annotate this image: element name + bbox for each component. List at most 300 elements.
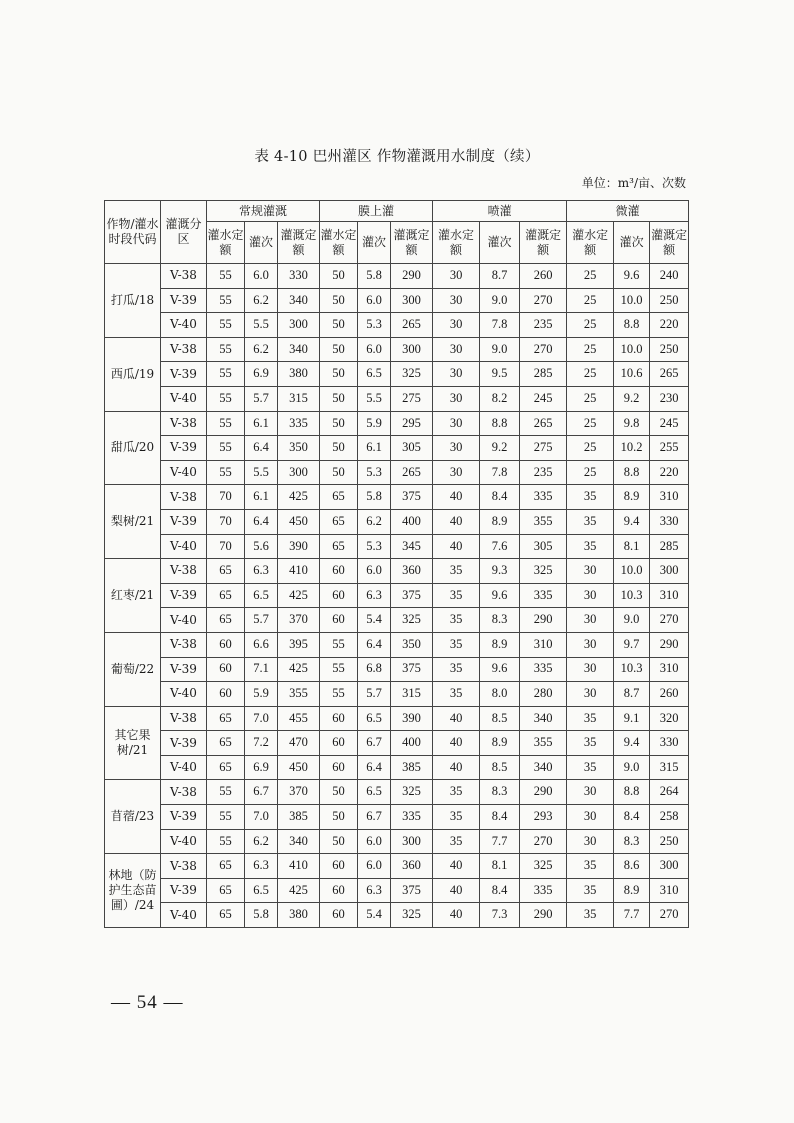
zone-cell: V-38 [161, 264, 207, 289]
value-cell: 6.0 [358, 288, 391, 313]
value-cell: 8.7 [614, 682, 650, 707]
value-cell: 55 [320, 657, 358, 682]
value-cell: 60 [207, 632, 245, 657]
value-cell: 335 [278, 411, 320, 436]
value-cell: 5.9 [245, 682, 278, 707]
value-cell: 8.7 [480, 264, 520, 289]
value-cell: 335 [520, 657, 567, 682]
value-cell: 65 [207, 854, 245, 879]
value-cell: 6.0 [358, 854, 391, 879]
table-row [105, 362, 689, 387]
value-cell: 9.0 [480, 337, 520, 362]
sub-total: 灌溉定额 [650, 222, 689, 264]
table-row [105, 780, 689, 805]
value-cell: 30 [567, 632, 614, 657]
value-cell: 270 [650, 903, 689, 928]
value-cell: 55 [207, 436, 245, 461]
value-cell: 315 [650, 755, 689, 780]
value-cell: 5.6 [245, 534, 278, 559]
value-cell: 60 [320, 559, 358, 584]
value-cell: 55 [207, 805, 245, 830]
value-cell: 9.0 [480, 288, 520, 313]
value-cell: 8.1 [614, 534, 650, 559]
value-cell: 293 [520, 805, 567, 830]
value-cell: 6.0 [245, 264, 278, 289]
value-cell: 340 [520, 755, 567, 780]
value-cell: 40 [433, 534, 480, 559]
value-cell: 30 [433, 313, 480, 338]
value-cell: 6.5 [358, 780, 391, 805]
value-cell: 350 [391, 632, 433, 657]
value-cell: 6.5 [245, 583, 278, 608]
value-cell: 8.3 [480, 780, 520, 805]
value-cell: 55 [207, 411, 245, 436]
value-cell: 50 [320, 436, 358, 461]
sub-total: 灌溉定额 [278, 222, 320, 264]
value-cell: 270 [520, 829, 567, 854]
sub-quota: 灌水定额 [433, 222, 480, 264]
crop-cell: 甜瓜/20 [105, 411, 161, 485]
crop-cell: 打瓜/18 [105, 264, 161, 338]
zone-cell: V-39 [161, 288, 207, 313]
value-cell: 65 [207, 559, 245, 584]
value-cell: 8.0 [480, 682, 520, 707]
value-cell: 375 [391, 485, 433, 510]
table-row [105, 337, 689, 362]
value-cell: 5.3 [358, 534, 391, 559]
value-cell: 25 [567, 460, 614, 485]
value-cell: 50 [320, 362, 358, 387]
value-cell: 5.7 [358, 682, 391, 707]
zone-cell: V-38 [161, 559, 207, 584]
value-cell: 5.9 [358, 411, 391, 436]
value-cell: 65 [207, 755, 245, 780]
value-cell: 305 [391, 436, 433, 461]
value-cell: 60 [320, 755, 358, 780]
value-cell: 55 [207, 337, 245, 362]
value-cell: 350 [278, 436, 320, 461]
value-cell: 65 [207, 583, 245, 608]
value-cell: 5.4 [358, 608, 391, 633]
value-cell: 270 [520, 337, 567, 362]
value-cell: 400 [391, 509, 433, 534]
value-cell: 40 [433, 485, 480, 510]
value-cell: 6.3 [358, 878, 391, 903]
sub-quota: 灌水定额 [567, 222, 614, 264]
table-row [105, 854, 689, 879]
value-cell: 450 [278, 509, 320, 534]
value-cell: 245 [650, 411, 689, 436]
value-cell: 35 [433, 780, 480, 805]
value-cell: 6.4 [245, 436, 278, 461]
value-cell: 315 [278, 386, 320, 411]
value-cell: 355 [520, 509, 567, 534]
value-cell: 335 [520, 878, 567, 903]
value-cell: 50 [320, 386, 358, 411]
zone-cell: V-39 [161, 436, 207, 461]
value-cell: 380 [278, 903, 320, 928]
value-cell: 50 [320, 313, 358, 338]
zone-cell: V-39 [161, 509, 207, 534]
value-cell: 8.9 [480, 509, 520, 534]
value-cell: 235 [520, 460, 567, 485]
value-cell: 295 [391, 411, 433, 436]
value-cell: 375 [391, 657, 433, 682]
value-cell: 5.4 [358, 903, 391, 928]
header-zone: 灌溉分区 [161, 201, 207, 264]
value-cell: 370 [278, 608, 320, 633]
value-cell: 6.1 [358, 436, 391, 461]
value-cell: 330 [650, 731, 689, 756]
value-cell: 65 [207, 731, 245, 756]
value-cell: 425 [278, 485, 320, 510]
value-cell: 300 [278, 313, 320, 338]
value-cell: 258 [650, 805, 689, 830]
value-cell: 6.6 [245, 632, 278, 657]
value-cell: 30 [433, 288, 480, 313]
value-cell: 9.8 [614, 411, 650, 436]
value-cell: 7.2 [245, 731, 278, 756]
table-row [105, 657, 689, 682]
value-cell: 8.8 [614, 460, 650, 485]
sub-times: 灌次 [614, 222, 650, 264]
value-cell: 30 [433, 386, 480, 411]
value-cell: 40 [433, 731, 480, 756]
value-cell: 264 [650, 780, 689, 805]
value-cell: 50 [320, 411, 358, 436]
zone-cell: V-40 [161, 460, 207, 485]
zone-cell: V-38 [161, 411, 207, 436]
value-cell: 55 [207, 264, 245, 289]
value-cell: 35 [567, 509, 614, 534]
value-cell: 5.8 [245, 903, 278, 928]
value-cell: 40 [433, 854, 480, 879]
crop-cell: 苜蓿/23 [105, 780, 161, 854]
value-cell: 330 [650, 509, 689, 534]
value-cell: 30 [433, 460, 480, 485]
zone-cell: V-40 [161, 903, 207, 928]
value-cell: 265 [391, 313, 433, 338]
sub-times: 灌次 [480, 222, 520, 264]
value-cell: 8.1 [480, 854, 520, 879]
value-cell: 55 [207, 829, 245, 854]
value-cell: 6.1 [245, 411, 278, 436]
value-cell: 5.8 [358, 485, 391, 510]
value-cell: 30 [433, 436, 480, 461]
value-cell: 6.2 [358, 509, 391, 534]
value-cell: 425 [278, 583, 320, 608]
table-row [105, 805, 689, 830]
value-cell: 390 [278, 534, 320, 559]
table-row [105, 411, 689, 436]
zone-cell: V-40 [161, 755, 207, 780]
zone-cell: V-40 [161, 608, 207, 633]
value-cell: 55 [320, 682, 358, 707]
sub-times: 灌次 [358, 222, 391, 264]
value-cell: 8.4 [480, 805, 520, 830]
value-cell: 275 [391, 386, 433, 411]
value-cell: 70 [207, 485, 245, 510]
value-cell: 6.4 [358, 755, 391, 780]
value-cell: 375 [391, 878, 433, 903]
value-cell: 7.6 [480, 534, 520, 559]
unit-label: 单位：m³/亩、次数 [581, 176, 686, 190]
value-cell: 6.3 [245, 854, 278, 879]
value-cell: 360 [391, 559, 433, 584]
value-cell: 310 [650, 583, 689, 608]
value-cell: 370 [278, 780, 320, 805]
value-cell: 325 [391, 903, 433, 928]
value-cell: 300 [391, 288, 433, 313]
value-cell: 25 [567, 436, 614, 461]
value-cell: 5.5 [245, 313, 278, 338]
value-cell: 265 [650, 362, 689, 387]
value-cell: 310 [650, 485, 689, 510]
value-cell: 400 [391, 731, 433, 756]
value-cell: 5.7 [245, 386, 278, 411]
sub-quota: 灌水定额 [320, 222, 358, 264]
table-row [105, 706, 689, 731]
value-cell: 50 [320, 829, 358, 854]
value-cell: 50 [320, 780, 358, 805]
value-cell: 30 [567, 829, 614, 854]
value-cell: 9.6 [480, 657, 520, 682]
value-cell: 7.0 [245, 805, 278, 830]
value-cell: 10.3 [614, 657, 650, 682]
value-cell: 10.6 [614, 362, 650, 387]
value-cell: 310 [650, 878, 689, 903]
table-row [105, 534, 689, 559]
value-cell: 7.0 [245, 706, 278, 731]
value-cell: 235 [520, 313, 567, 338]
value-cell: 335 [391, 805, 433, 830]
value-cell: 5.7 [245, 608, 278, 633]
value-cell: 355 [278, 682, 320, 707]
value-cell: 330 [278, 264, 320, 289]
value-cell: 5.3 [358, 313, 391, 338]
value-cell: 65 [320, 509, 358, 534]
table-row [105, 386, 689, 411]
value-cell: 30 [567, 780, 614, 805]
table-row [105, 313, 689, 338]
value-cell: 325 [520, 559, 567, 584]
value-cell: 220 [650, 460, 689, 485]
value-cell: 6.0 [358, 337, 391, 362]
value-cell: 8.3 [480, 608, 520, 633]
value-cell: 9.6 [480, 583, 520, 608]
value-cell: 6.0 [358, 559, 391, 584]
value-cell: 30 [567, 682, 614, 707]
value-cell: 60 [320, 706, 358, 731]
value-cell: 40 [433, 903, 480, 928]
value-cell: 30 [433, 337, 480, 362]
value-cell: 300 [650, 854, 689, 879]
value-cell: 35 [567, 534, 614, 559]
value-cell: 55 [207, 362, 245, 387]
value-cell: 325 [520, 854, 567, 879]
value-cell: 6.7 [358, 805, 391, 830]
page-number: — 54 — [111, 992, 184, 1013]
value-cell: 260 [650, 682, 689, 707]
zone-cell: V-39 [161, 657, 207, 682]
value-cell: 310 [520, 632, 567, 657]
value-cell: 50 [320, 337, 358, 362]
value-cell: 6.5 [358, 362, 391, 387]
value-cell: 8.9 [480, 632, 520, 657]
value-cell: 7.1 [245, 657, 278, 682]
value-cell: 50 [320, 288, 358, 313]
value-cell: 385 [278, 805, 320, 830]
crop-cell: 其它果树/21 [105, 706, 161, 780]
zone-cell: V-40 [161, 682, 207, 707]
value-cell: 300 [650, 559, 689, 584]
value-cell: 455 [278, 706, 320, 731]
value-cell: 8.9 [614, 878, 650, 903]
table-title: 表 4-10 巴州灌区 作物灌溉用水制度（续） [254, 149, 540, 165]
value-cell: 285 [520, 362, 567, 387]
value-cell: 30 [567, 657, 614, 682]
value-cell: 8.3 [614, 829, 650, 854]
value-cell: 380 [278, 362, 320, 387]
value-cell: 25 [567, 386, 614, 411]
value-cell: 35 [433, 682, 480, 707]
value-cell: 8.8 [614, 780, 650, 805]
value-cell: 9.1 [614, 706, 650, 731]
value-cell: 35 [433, 829, 480, 854]
value-cell: 290 [520, 608, 567, 633]
value-cell: 65 [207, 878, 245, 903]
value-cell: 35 [433, 583, 480, 608]
value-cell: 55 [207, 313, 245, 338]
value-cell: 65 [320, 534, 358, 559]
value-cell: 6.7 [245, 780, 278, 805]
value-cell: 6.0 [358, 829, 391, 854]
value-cell: 30 [433, 362, 480, 387]
value-cell: 10.3 [614, 583, 650, 608]
value-cell: 395 [278, 632, 320, 657]
value-cell: 55 [207, 288, 245, 313]
value-cell: 5.8 [358, 264, 391, 289]
value-cell: 10.2 [614, 436, 650, 461]
zone-cell: V-40 [161, 313, 207, 338]
value-cell: 340 [520, 706, 567, 731]
value-cell: 265 [520, 411, 567, 436]
value-cell: 40 [433, 878, 480, 903]
value-cell: 35 [567, 878, 614, 903]
value-cell: 385 [391, 755, 433, 780]
zone-cell: V-39 [161, 583, 207, 608]
value-cell: 8.9 [614, 485, 650, 510]
value-cell: 35 [567, 854, 614, 879]
value-cell: 375 [391, 583, 433, 608]
zone-cell: V-38 [161, 485, 207, 510]
value-cell: 9.6 [614, 264, 650, 289]
value-cell: 450 [278, 755, 320, 780]
table-row [105, 878, 689, 903]
value-cell: 65 [207, 903, 245, 928]
value-cell: 245 [520, 386, 567, 411]
value-cell: 340 [278, 288, 320, 313]
value-cell: 70 [207, 534, 245, 559]
table-row [105, 583, 689, 608]
header-micro: 微灌 [567, 201, 689, 222]
value-cell: 8.6 [614, 854, 650, 879]
value-cell: 9.4 [614, 731, 650, 756]
table-row [105, 436, 689, 461]
value-cell: 30 [567, 805, 614, 830]
value-cell: 300 [391, 829, 433, 854]
table-row [105, 264, 689, 289]
table-row [105, 755, 689, 780]
zone-cell: V-38 [161, 780, 207, 805]
value-cell: 25 [567, 313, 614, 338]
value-cell: 305 [520, 534, 567, 559]
value-cell: 9.3 [480, 559, 520, 584]
irrigation-table [104, 200, 689, 928]
value-cell: 335 [520, 583, 567, 608]
value-cell: 250 [650, 337, 689, 362]
value-cell: 65 [207, 608, 245, 633]
table-row [105, 288, 689, 313]
value-cell: 270 [650, 608, 689, 633]
value-cell: 8.8 [480, 411, 520, 436]
value-cell: 65 [207, 706, 245, 731]
value-cell: 335 [520, 485, 567, 510]
value-cell: 280 [520, 682, 567, 707]
header-crop: 作物/灌水时段代码 [105, 201, 161, 264]
value-cell: 9.5 [480, 362, 520, 387]
value-cell: 410 [278, 559, 320, 584]
value-cell: 70 [207, 509, 245, 534]
value-cell: 25 [567, 337, 614, 362]
value-cell: 8.8 [614, 313, 650, 338]
zone-cell: V-38 [161, 337, 207, 362]
value-cell: 60 [320, 854, 358, 879]
value-cell: 60 [207, 682, 245, 707]
table-row [105, 682, 689, 707]
value-cell: 30 [567, 583, 614, 608]
value-cell: 7.8 [480, 460, 520, 485]
value-cell: 10.0 [614, 337, 650, 362]
value-cell: 8.2 [480, 386, 520, 411]
value-cell: 35 [433, 805, 480, 830]
table-row [105, 559, 689, 584]
value-cell: 310 [650, 657, 689, 682]
value-cell: 6.2 [245, 829, 278, 854]
value-cell: 325 [391, 780, 433, 805]
value-cell: 7.8 [480, 313, 520, 338]
table-row [105, 632, 689, 657]
value-cell: 8.4 [480, 878, 520, 903]
value-cell: 425 [278, 657, 320, 682]
value-cell: 35 [433, 657, 480, 682]
value-cell: 9.4 [614, 509, 650, 534]
value-cell: 60 [320, 583, 358, 608]
value-cell: 250 [650, 288, 689, 313]
value-cell: 8.4 [480, 485, 520, 510]
value-cell: 25 [567, 411, 614, 436]
zone-cell: V-39 [161, 731, 207, 756]
value-cell: 340 [278, 337, 320, 362]
value-cell: 6.4 [358, 632, 391, 657]
value-cell: 60 [320, 731, 358, 756]
value-cell: 9.0 [614, 755, 650, 780]
value-cell: 290 [650, 632, 689, 657]
zone-cell: V-39 [161, 805, 207, 830]
crop-cell: 西瓜/19 [105, 337, 161, 411]
value-cell: 300 [278, 460, 320, 485]
value-cell: 325 [391, 362, 433, 387]
